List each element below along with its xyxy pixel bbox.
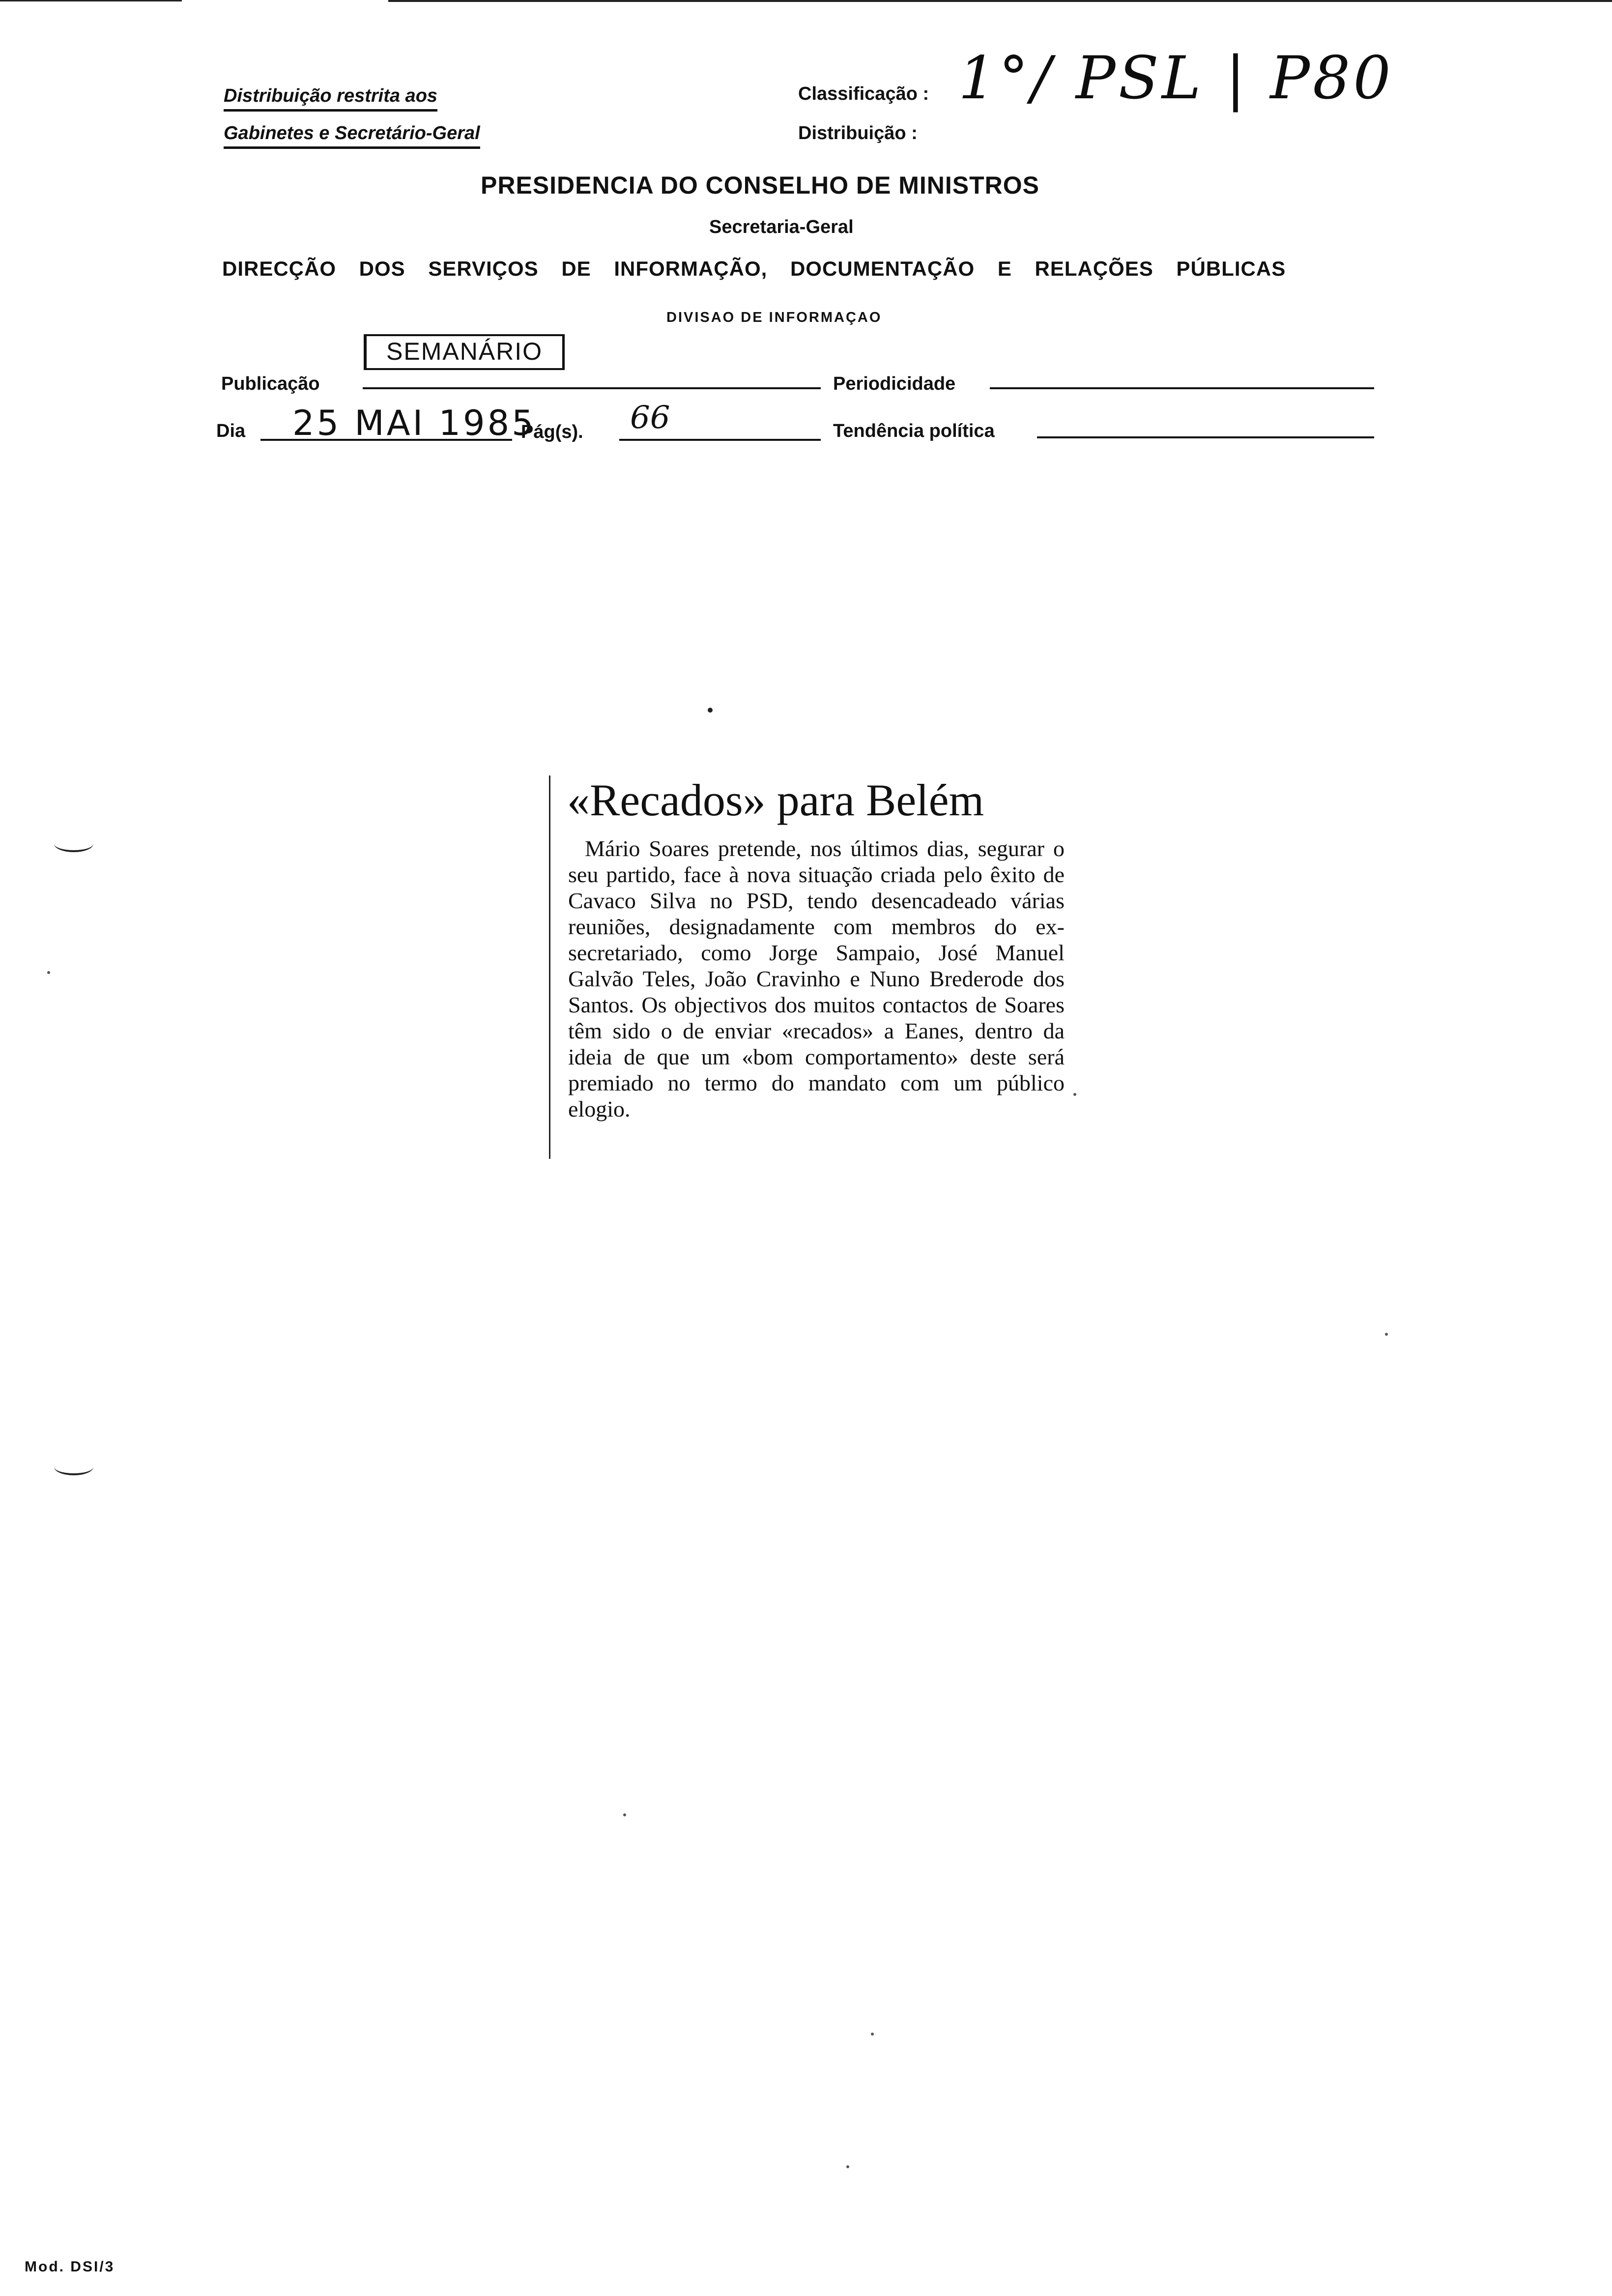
clipping-margin-rule [549,775,550,1159]
restricted-line-2 [224,124,480,149]
tendencia-line [1037,436,1374,438]
tendencia-label: Tendência política [833,421,995,441]
pags-label: Pág(s). [521,422,583,442]
form-model-code: Mod. DSI/3 [25,2259,115,2275]
distribuicao-label: Distribuição : [798,123,918,144]
periodicidade-label: Periodicidade [833,373,956,394]
scan-dot-mark [1073,1093,1076,1096]
scan-dot-mark [846,2165,849,2168]
pags-line [619,439,821,441]
restricted-line-2-text: Gabinetes e Secretário-Geral [224,124,480,149]
scan-dot-mark [871,2033,874,2036]
publicacao-stamp: SEMANÁRIO [364,334,565,370]
scan-top-rule-left [0,0,182,1]
scan-dot-mark [1385,1333,1388,1336]
dia-label: Dia [216,421,246,441]
periodicidade-line [990,387,1374,389]
handwritten-reference: 1°/ PSL | P80 [958,44,1394,113]
divisao-heading: DIVISAO DE INFORMAÇAO [666,310,882,325]
restricted-line-1-text: Distribuição restrita aos [224,86,437,112]
pags-value: 66 [630,400,670,436]
secretaria-geral-heading: Secretaria-Geral [709,217,854,237]
dia-value: 25 MAI 1985 [292,403,536,443]
punch-hole-mark [54,835,93,852]
scan-top-rule-right [388,0,1612,2]
clipping-title: «Recados» para Belém [567,775,984,825]
scan-dot-mark [47,971,50,974]
publicacao-line [363,387,821,389]
punch-hole-mark [54,1459,93,1475]
scan-dot-mark [708,708,713,713]
scan-dot-mark [623,1813,626,1816]
publicacao-label: Publicação [221,373,320,394]
restricted-line-1 [224,86,437,112]
classificacao-label: Classificação : [798,84,929,104]
clipping-body: Mário Soares pretende, nos últimos dias, segurar o seu partido, face à nova situação criada pelo êxito de Cavaco Silva no PSD, tendo desencadeado várias reuniões, designadamente com membros do ex-secretariado, como Jorge Sampaio, José Manuel Galvão Teles, João Cravinho e Nuno Brederode dos Santos. Os objectivos dos muitos contactos de Soares têm sido o de enviar «recados» a Eanes, dentro da ideia de que um «bom comportamento» deste será premiado no termo do mandato com um público elogio. [568,836,1065,1121]
direccao-heading: DIRECÇÃO DOS SERVIÇOS DE INFORMAÇÃO, DOCUMENTAÇÃO E RELAÇÕES PÚBLICAS [222,257,1286,280]
presidencia-heading: PRESIDENCIA DO CONSELHO DE MINISTROS [481,172,1040,199]
